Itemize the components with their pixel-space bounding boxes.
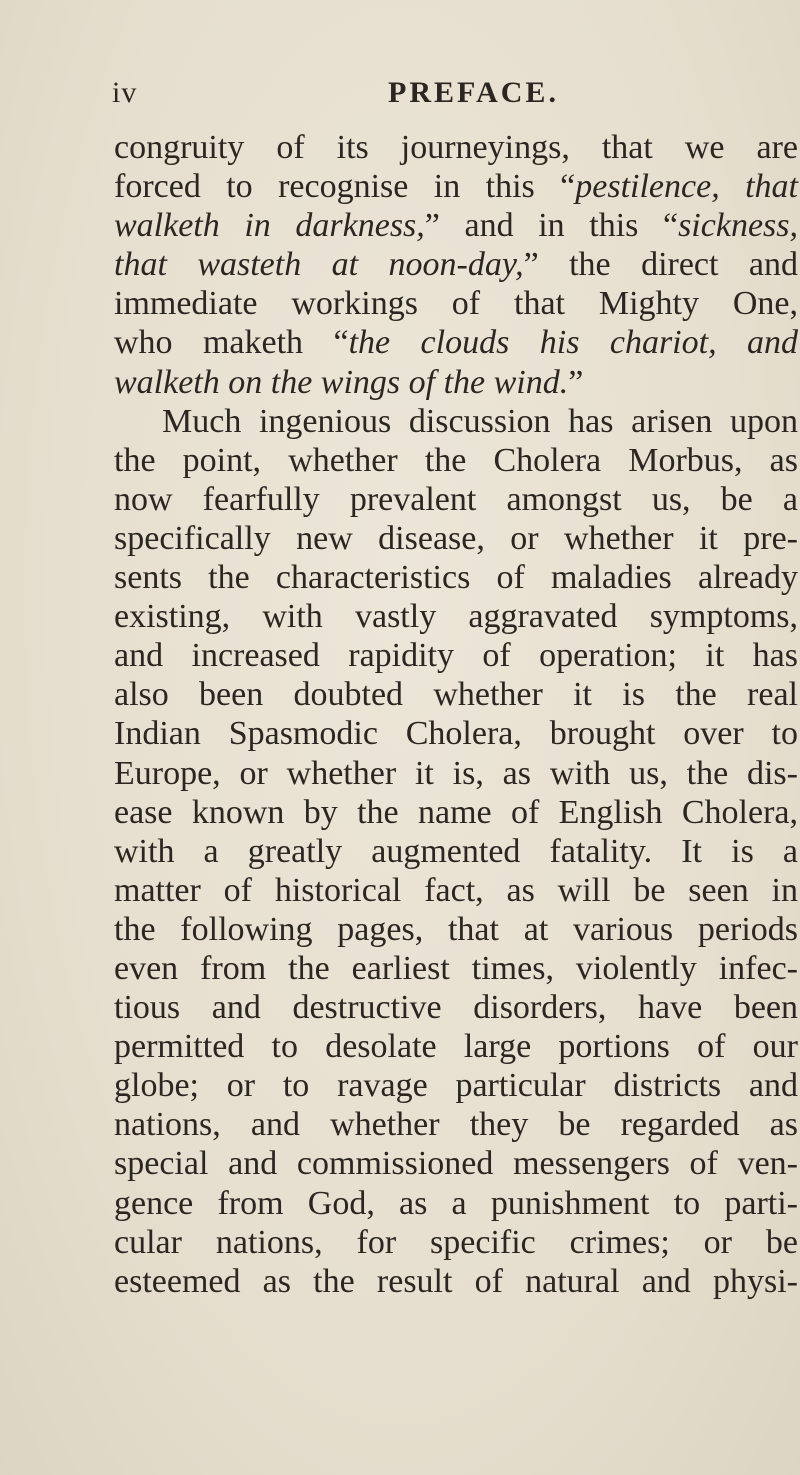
- text-line: [114, 597, 798, 636]
- text-line: [114, 832, 798, 871]
- running-head: [112, 76, 792, 116]
- text-line: [114, 1144, 798, 1183]
- roman-text: ” the direct and: [523, 246, 798, 284]
- text-line: [114, 323, 798, 362]
- roman-text: the following pages, that at various periods: [114, 910, 798, 948]
- text-line: [114, 363, 798, 402]
- italic-text: pestilence, that: [575, 168, 799, 206]
- text-line: [114, 1105, 798, 1144]
- text-line: [114, 167, 798, 206]
- italic-text: walketh in darkness,: [114, 207, 425, 245]
- text-line: [114, 284, 798, 323]
- roman-text: now fearfully prevalent amongst us, be a: [114, 480, 798, 518]
- roman-text: congruity of its journeyings, that we are: [114, 129, 798, 166]
- text-line: [114, 1066, 798, 1105]
- running-title: PREFACE.: [388, 76, 559, 109]
- text-line: [114, 793, 798, 832]
- text-line: [114, 910, 798, 949]
- roman-text: Much ingenious discussion has arisen upon: [162, 402, 798, 440]
- italic-text: sickness,: [678, 207, 798, 245]
- italic-text: walketh on the wings of the wind.: [114, 363, 569, 401]
- roman-text: ” and in this “: [424, 207, 679, 245]
- roman-text: even from the earliest times, violently infec-: [114, 949, 798, 987]
- text-line: [114, 949, 798, 988]
- roman-text: and increased rapidity of operation; it has: [114, 637, 798, 675]
- text-line: [114, 1027, 798, 1066]
- italic-text: that wasteth at noon-day,: [114, 246, 524, 284]
- text-line: [114, 988, 798, 1027]
- roman-text: permitted to desolate large portions of our: [114, 1028, 798, 1066]
- roman-text: the point, whether the Cholera Morbus, as: [114, 441, 798, 479]
- roman-text: matter of historical fact, as will be seen in: [114, 871, 798, 909]
- roman-text: esteemed as the result of natural and physi-: [114, 1262, 798, 1300]
- roman-text: sents the characteristics of maladies already: [114, 559, 798, 597]
- roman-text: immediate workings of that Mighty One,: [114, 285, 798, 323]
- roman-text: tious and destructive disorders, have been: [114, 989, 798, 1027]
- page-number: iv: [112, 76, 138, 109]
- roman-text: existing, with vastly aggravated symptoms,: [114, 598, 798, 636]
- roman-text: nations, and whether they be regarded as: [114, 1106, 798, 1144]
- roman-text: with a greatly augmented fatality. It is a: [114, 832, 798, 870]
- roman-text: globe; or to ravage particular districts and: [114, 1067, 798, 1105]
- text-line: [114, 519, 798, 558]
- text-line: [114, 871, 798, 910]
- roman-text: also been doubted whether it is the real: [114, 676, 798, 714]
- text-line: [114, 1262, 798, 1301]
- text-line: [114, 128, 798, 167]
- text-line: [114, 1184, 798, 1223]
- text-line: [114, 480, 798, 519]
- text-line: [114, 558, 798, 597]
- text-line: [114, 206, 798, 245]
- roman-text: who maketh “: [114, 324, 349, 362]
- text-line: [114, 1223, 798, 1262]
- body-text: [114, 128, 798, 1301]
- italic-text: the clouds his chariot, and: [348, 324, 798, 362]
- roman-text: special and commissioned messengers of ven-: [114, 1145, 798, 1183]
- text-line: [114, 441, 798, 480]
- roman-text: Europe, or whether it is, as with us, the dis-: [114, 754, 798, 792]
- text-line: [114, 675, 798, 714]
- text-line: [114, 636, 798, 675]
- text-line: [114, 402, 798, 441]
- roman-text: specifically new disease, or whether it pre-: [114, 519, 798, 557]
- roman-text: ”: [568, 363, 584, 401]
- roman-text: Indian Spasmodic Cholera, brought over to: [114, 715, 798, 753]
- roman-text: cular nations, for specific crimes; or be: [114, 1223, 798, 1261]
- text-line: [114, 754, 798, 793]
- roman-text: ease known by the name of English Cholera,: [114, 793, 798, 831]
- text-line: [114, 245, 798, 284]
- roman-text: forced to recognise in this “: [114, 168, 576, 206]
- roman-text: gence from God, as a punishment to parti-: [114, 1184, 798, 1222]
- text-line: [114, 714, 798, 753]
